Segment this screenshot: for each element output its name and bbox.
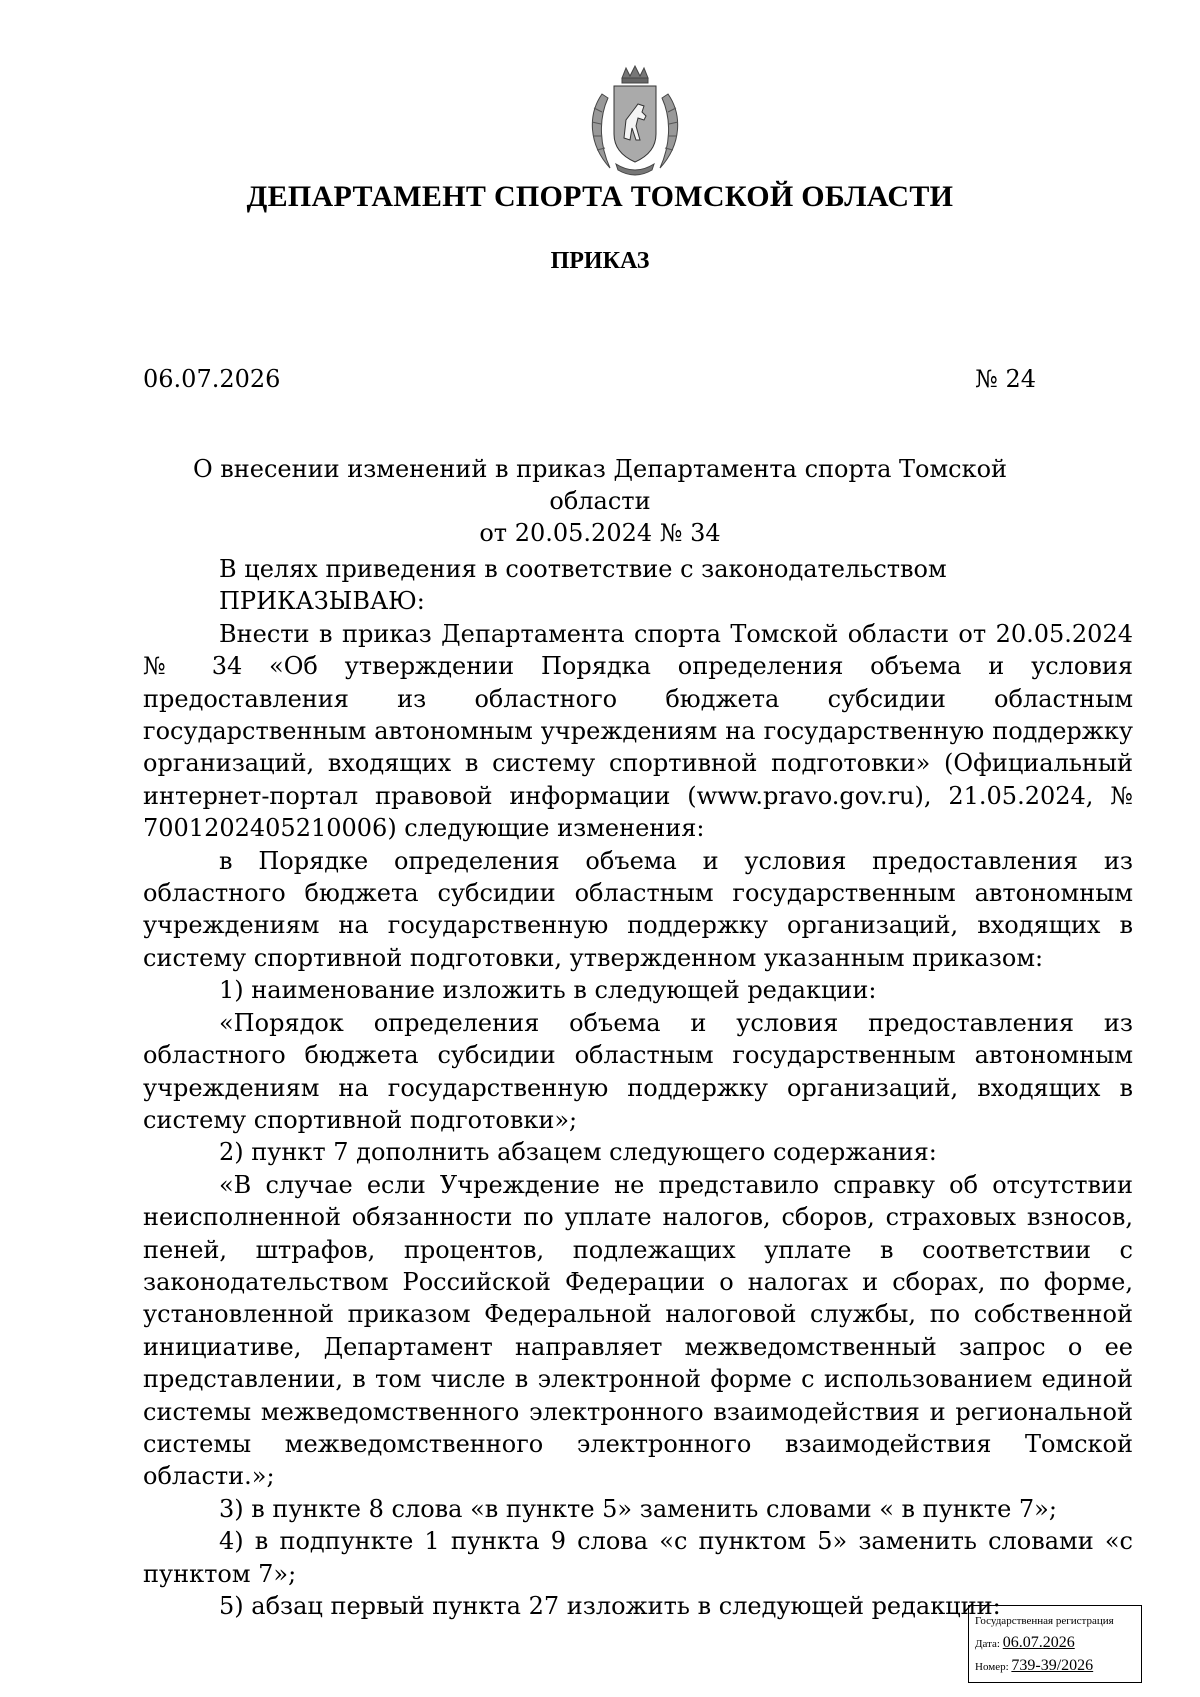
stamp-heading: Государственная регистрация — [975, 1615, 1114, 1627]
paragraph: 4) в подпункте 1 пункта 9 слова «с пунктом 5» заменить словами «с пунктом 7»; — [143, 1527, 1133, 1588]
paragraph: 1) наименование изложить в следующей редакции: — [219, 976, 877, 1005]
coat-of-arms-emblem — [580, 64, 690, 179]
document-title — [143, 453, 1057, 549]
stamp-date-row — [975, 1632, 1133, 1655]
stamp-number-label: Номер: — [975, 1661, 1009, 1673]
document-body — [143, 553, 1133, 1622]
stamp-number-row — [975, 1655, 1133, 1678]
paragraph: В целях приведения в соответствие с законодательством — [219, 555, 947, 583]
paragraph: «Порядок определения объема и условия предоставления из областного бюджета субсидии областным государственным автономным учреждениям на государственную поддержку организаций, входящих в систему спортивной подготовки»; — [143, 1008, 1133, 1134]
paragraph: 2) пункт 7 дополнить абзацем следующего содержания: — [219, 1138, 937, 1167]
document-number: № 24 — [975, 365, 1036, 393]
stamp-date-value: 06.07.2026 — [1002, 1634, 1075, 1651]
paragraph: 5) абзац первый пункта 27 изложить в следующей редакции: — [219, 1592, 1001, 1620]
document-type: ПРИКАЗ — [550, 248, 650, 274]
paragraph: «В случае если Учреждение не представило справку об отсутствии неисполненной обязанности по уплате налогов, сборов, страховых взносов, пеней, штрафов, процентов, подлежащих уплате в соответствии с законодательством Российской Федерации о налогах и сборах, по форме, установленной приказом Федеральной налоговой службы, по собственной инициативе, Департамент направляет межведомственный запрос о ее представлении, в том числе в электронной форме с использованием единой системы межведомственного электронного взаимодействия и региональной системы межведомственного электронного взаимодействия Томской области.»; — [143, 1170, 1133, 1491]
date-number-row — [143, 365, 1036, 393]
stamp-number-value: 739-39/2026 — [1011, 1657, 1094, 1674]
registration-stamp — [968, 1605, 1142, 1683]
paragraph: в Порядке определения объема и условия предоставления из областного бюджета субсидии областным государственным автономным учреждениям на государственную поддержку организаций, входящих в систему спортивной подготовки, утвержденном указанным приказом: — [143, 846, 1133, 972]
paragraph: ПРИКАЗЫВАЮ: — [219, 587, 425, 616]
title-line-2: от 20.05.2024 № 34 — [479, 519, 721, 547]
stamp-date-label: Дата: — [975, 1638, 1000, 1650]
title-line-1: О внесении изменений в приказ Департамента спорта Томской области — [192, 455, 1008, 515]
document-date: 06.07.2026 — [143, 365, 281, 393]
organization-name: ДЕПАРТАМЕНТ СПОРТА ТОМСКОЙ ОБЛАСТИ — [246, 180, 954, 213]
paragraph: Внести в приказ Департамента спорта Томской области от 20.05.2024 № 34 «Об утверждении Порядка определения объема и условия предоставления из областного бюджета субсидии областным государственным автономным учреждениям на государственную поддержку организаций, входящих в систему спортивной подготовки» (Официальный интернет-портал правовой информации (www.pravo.gov.ru), 21.05.2024, № 7001202405210006) следующие изменения: — [143, 619, 1133, 843]
paragraph: 3) в пункте 8 слова «в пункте 5» заменить словами « в пункте 7»; — [219, 1494, 1057, 1523]
